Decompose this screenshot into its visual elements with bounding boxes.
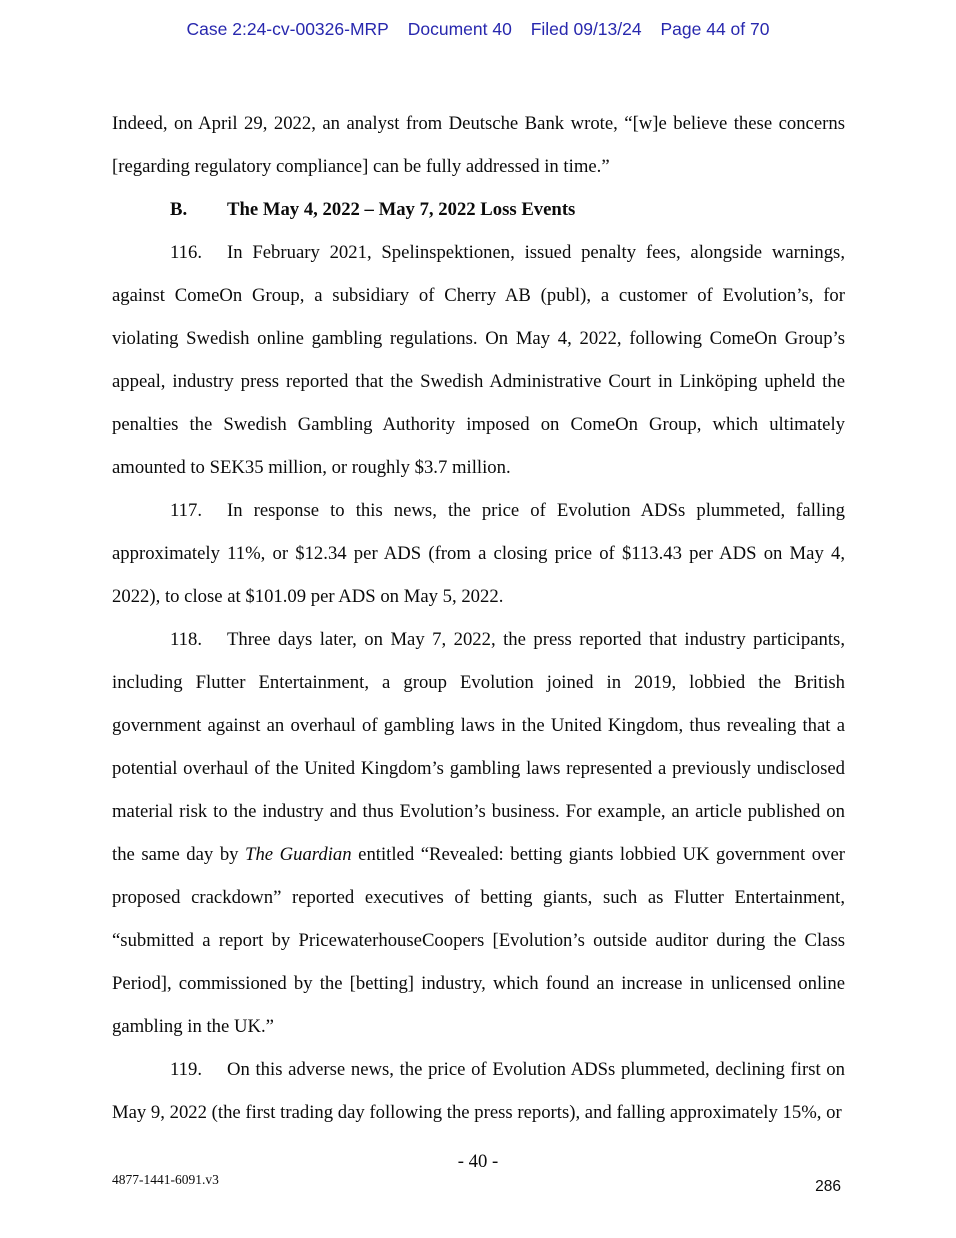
filed-date: Filed 09/13/24 xyxy=(530,19,642,39)
text-run: Three days later, on May 7, 2022, the press reported that industry participants, including Flutter Entertainment, a group Evolution joined in 2019, lobbied the British government against an overhaul of gambling laws in the United Kingdom, thus revealing that a potential overhaul of the United Kingdom’s gambling laws represented a previously undisclosed material risk to the industry and thus Evolution’s business. For example, an article published on the same day by xyxy=(112,629,845,865)
paragraph xyxy=(112,102,845,188)
text-run: Indeed, on April 29, 2022, an analyst from Deutsche Bank wrote, “[w]e believe these concerns [regarding regulatory compliance] can be fully addressed in time.” xyxy=(112,113,845,177)
paragraph xyxy=(112,618,845,1048)
paragraph-number: 119. xyxy=(170,1059,203,1080)
text-run: On this adverse news, the price of Evolution ADSs plummeted, declining first on May 9, 2022 (the first trading day following the press reports), and falling approximately 15%, or xyxy=(112,1059,845,1123)
ecf-filing-header xyxy=(0,19,956,40)
paragraph xyxy=(112,231,845,489)
paragraph-number: 117. xyxy=(170,500,203,521)
text-run: The May 4, 2022 – May 7, 2022 Loss Events xyxy=(227,199,576,220)
page-count: Page 44 of 70 xyxy=(660,19,770,39)
footer-document-version-id: 4877-1441-6091.v3 xyxy=(112,1172,219,1187)
footer-stamp-number: 286 xyxy=(815,1178,841,1195)
section-letter: B. xyxy=(170,199,188,220)
text-run: entitled “Revealed: betting giants lobbied UK government over proposed crackdown” reported executives of betting giants, such as Flutter Entertainment, “submitted a report by PricewaterhouseCoopers [Evolution’s outside auditor during the Class Period], commissioned by the [betting] industry, which found an increase in unlicensed online gambling in the UK.” xyxy=(112,844,845,1037)
paragraph xyxy=(112,489,845,618)
document-body xyxy=(112,102,845,1134)
section-heading xyxy=(112,188,845,231)
case-number: Case 2:24-cv-00326-MRP xyxy=(186,19,389,39)
footer-page-number: - 40 - xyxy=(457,1151,499,1172)
text-run: In February 2021, Spelinspektionen, issued penalty fees, alongside warnings, against ComeOn Group, a subsidiary of Cherry AB (publ), a customer of Evolution’s, for violating Swedish online gambling regulations. On May 4, 2022, following ComeOn Group’s appeal, industry press reported that the Swedish Administrative Court in Linköping upheld the penalties the Swedish Gambling Authority imposed on ComeOn Group, which ultimately amounted to SEK35 million, or roughly $3.7 million. xyxy=(112,242,845,478)
italic-text-run: The Guardian xyxy=(245,844,352,865)
text-run: In response to this news, the price of Evolution ADSs plummeted, falling approximately 11%, or $12.34 per ADS (from a closing price of $113.43 per ADS on May 4, 2022), to close at $101.09 per ADS on May 5, 2022. xyxy=(112,500,845,607)
paragraph-number: 118. xyxy=(170,629,203,650)
paragraph xyxy=(112,1048,845,1134)
document-number: Document 40 xyxy=(407,19,512,39)
paragraph-number: 116. xyxy=(170,242,203,263)
